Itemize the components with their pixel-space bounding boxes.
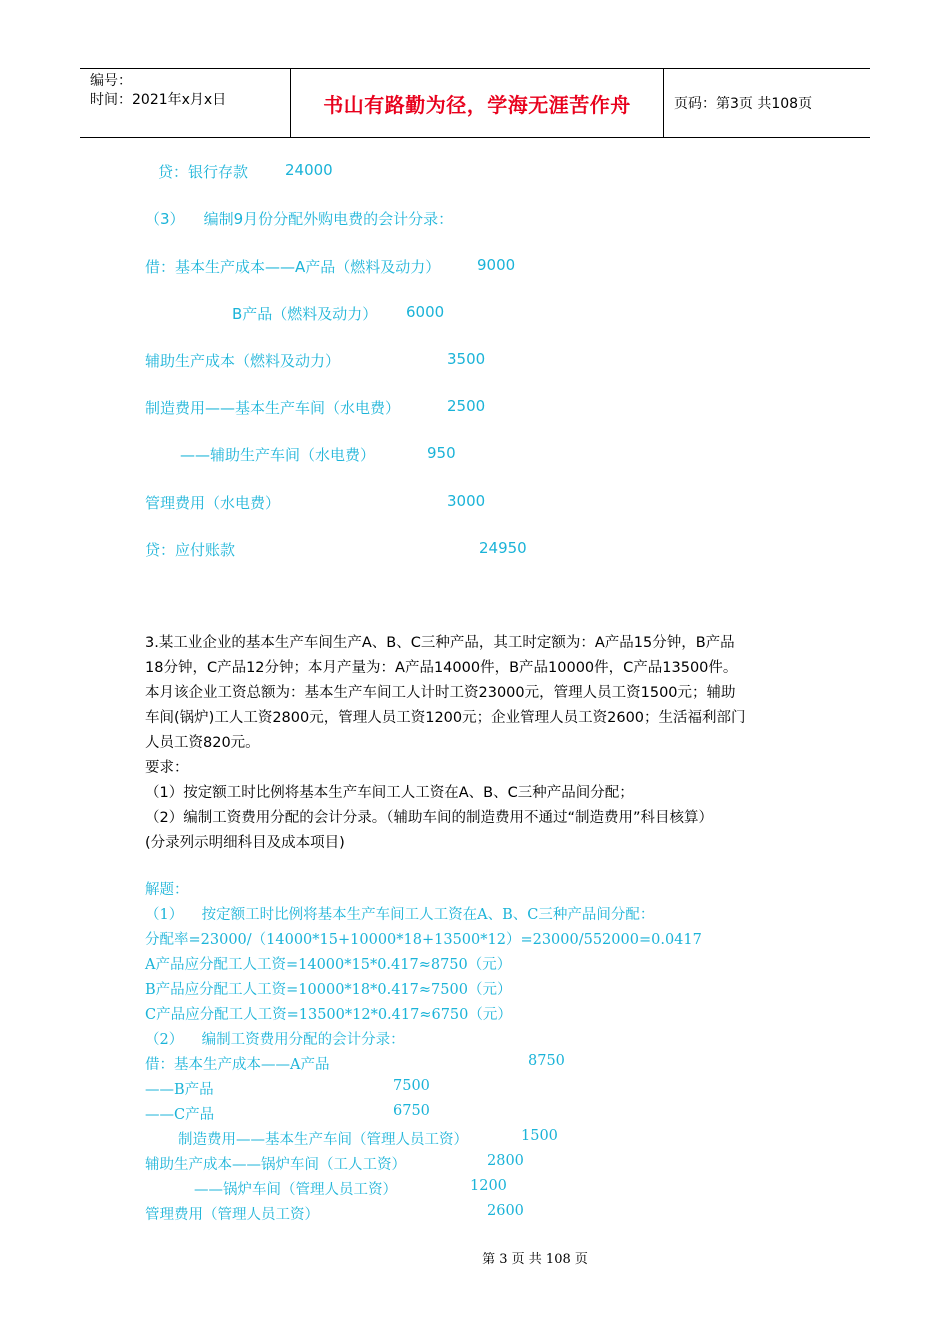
entry-amount: 1200 xyxy=(470,1178,507,1194)
entry-amount: 2500 xyxy=(447,397,486,415)
entry-amount: 6750 xyxy=(393,1103,430,1119)
entry-label: 管理费用（水电费） xyxy=(145,494,281,512)
entry-label: B产品（燃料及动力） xyxy=(232,305,378,323)
solution-line: C产品应分配工人工资=13500*12*0.417≈6750（元） xyxy=(145,1007,512,1023)
entry-amount: 950 xyxy=(427,444,456,462)
question-line: 车间(锅炉)工人工资2800元，管理人员工资1200元；企业管理人员工资2600；生活福利部门 xyxy=(145,710,746,726)
question-line: 本月该企业工资总额为：基本生产车间工人计时工资23000元，管理人员工资1500元；辅助 xyxy=(145,685,736,701)
question-line: 18分钟，C产品12分钟；本月产量为：A产品14000件，B产品10000件，C产品13500件。 xyxy=(145,660,738,676)
entry-label: ——C产品 xyxy=(145,1107,215,1123)
entry-label: 贷：应付账款 xyxy=(145,541,236,559)
header-motto: 书山有路勤为径，学海无涯苦作舟 xyxy=(290,69,664,137)
entry-label: 辅助生产成本——锅炉车间（工人工资） xyxy=(145,1157,406,1173)
entry-amount: 1500 xyxy=(521,1128,558,1144)
entry-label: 贷：银行存款 xyxy=(158,163,249,181)
solution-title: 解题： xyxy=(145,882,189,898)
entry-label: 借：基本生产成本——A产品（燃料及动力） xyxy=(145,258,441,276)
solution-line: B产品应分配工人工资=10000*18*0.417≈7500（元） xyxy=(145,982,512,998)
question-line: (分录列示明细科目及成本项目) xyxy=(145,835,345,851)
header-meta xyxy=(80,69,290,137)
entry-amount: 3500 xyxy=(447,350,486,368)
solution-line: A产品应分配工人工资=14000*15*0.417≈8750（元） xyxy=(145,957,512,973)
entry-label: ——锅炉车间（管理人员工资） xyxy=(194,1182,397,1198)
entry-amount: 8750 xyxy=(528,1053,565,1069)
header-page-info: 页码：第3页 共108页 xyxy=(674,96,813,112)
entry-label: ——辅助生产车间（水电费） xyxy=(180,446,376,464)
number-label: 编号： xyxy=(90,73,132,89)
page-footer xyxy=(0,1248,950,1267)
entry-amount: 3000 xyxy=(447,492,486,510)
entry-label: 制造费用——基本生产车间（管理人员工资） xyxy=(178,1132,468,1148)
question-line: 人员工资820元。 xyxy=(145,735,260,751)
question-line: 3.某工业企业的基本生产车间生产A、B、C三种产品，其工时定额为：A产品15分钟，B产品 xyxy=(145,635,735,651)
entry-label: 借：基本生产成本——A产品 xyxy=(145,1057,330,1073)
entry-amount: 7500 xyxy=(393,1078,430,1094)
entry-amount: 9000 xyxy=(477,256,516,274)
question-line: （2）编制工资费用分配的会计分录。（辅助车间的制造费用不通过“制造费用”科目核算） xyxy=(145,810,713,826)
entry-label: 制造费用——基本生产车间（水电费） xyxy=(145,399,401,417)
entry-label: 管理费用（管理人员工资） xyxy=(145,1207,319,1223)
footer-page-number: 第 3 页 共 108 页 xyxy=(482,1252,588,1267)
question-line: （1）按定额工时比例将基本生产车间工人工资在A、B、C三种产品间分配； xyxy=(145,785,634,801)
entry-label: （3） 编制9月份分配外购电费的会计分录： xyxy=(145,210,454,228)
entry-label: ——B产品 xyxy=(145,1082,214,1098)
entry-amount: 24950 xyxy=(479,539,527,557)
question-line: 要求： xyxy=(145,760,189,776)
time-label: 时间：2021年x月x日 xyxy=(90,92,227,108)
entry-amount: 6000 xyxy=(406,303,445,321)
entry-amount: 2800 xyxy=(487,1153,524,1169)
entry-amount: 24000 xyxy=(285,161,333,179)
solution-line: （2） 编制工资费用分配的会计分录： xyxy=(145,1032,405,1048)
solution-line: （1） 按定额工时比例将基本生产车间工人工资在A、B、C三种产品间分配： xyxy=(145,907,655,923)
solution-text xyxy=(145,878,815,1053)
question-text xyxy=(145,631,815,856)
page-header xyxy=(80,68,870,138)
entry-label: 辅助生产成本（燃料及动力） xyxy=(145,352,341,370)
entry-amount: 2600 xyxy=(487,1203,524,1219)
solution-line: 分配率=23000/（14000*15+10000*18+13500*12）=23000/552000=0.0417 xyxy=(145,932,702,948)
